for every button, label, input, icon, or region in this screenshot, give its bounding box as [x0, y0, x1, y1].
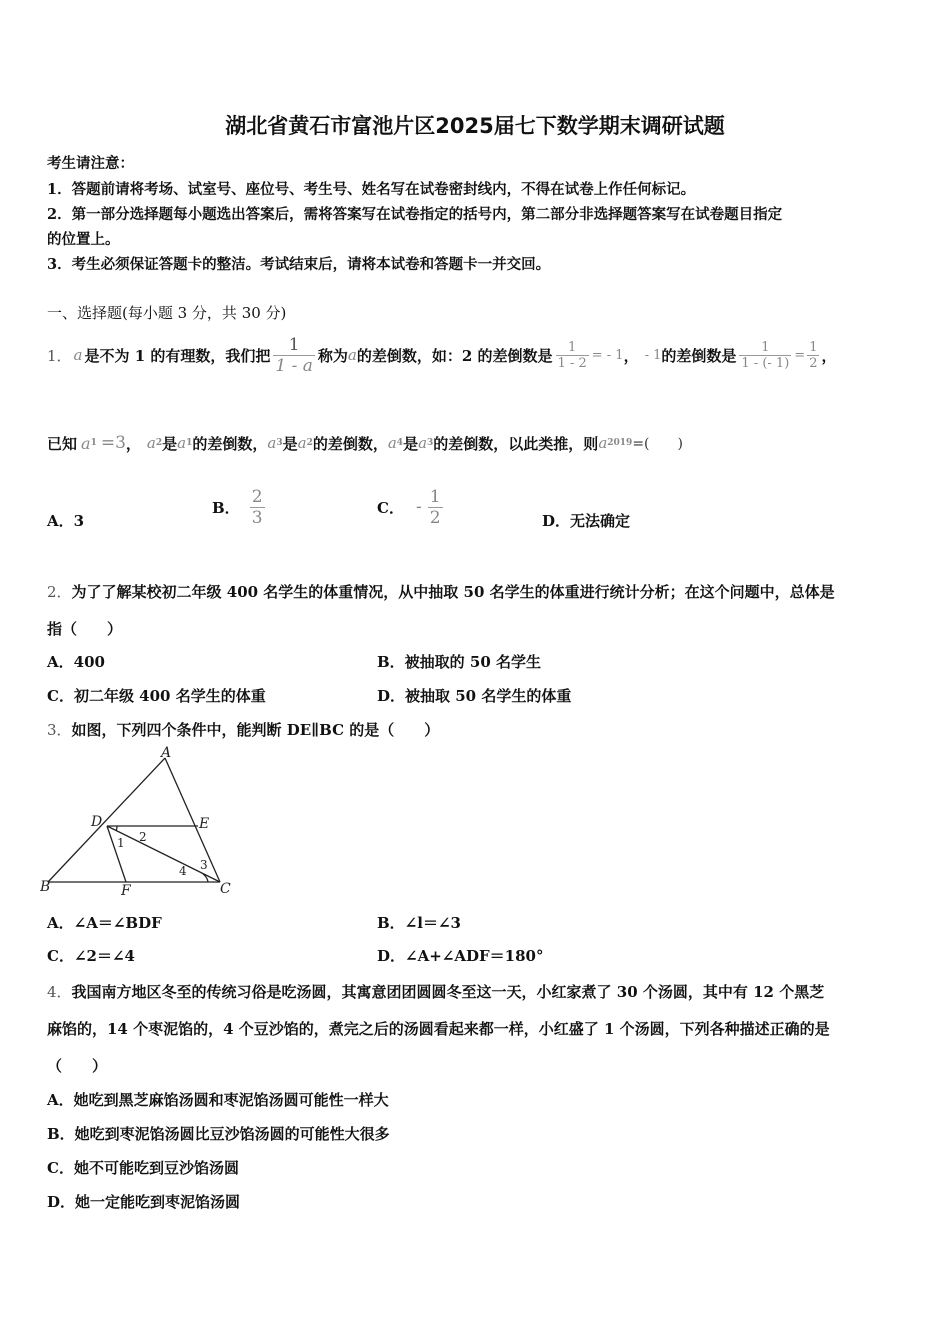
- q1-text: 的差倒数是: [661, 346, 737, 365]
- label-d: D: [91, 814, 103, 830]
- label-f: F: [121, 883, 131, 899]
- page-title: 湖北省黄石市富池片区2025届七下数学期末调研试题: [225, 114, 725, 138]
- question-number: 3．: [47, 721, 72, 739]
- question-number: 1．: [47, 346, 72, 365]
- option-label: B．: [212, 498, 240, 517]
- subscript: 2: [155, 438, 163, 448]
- option-b[interactable]: B．∠l＝∠3: [377, 914, 461, 932]
- q1-text: 称为: [317, 346, 348, 365]
- answer-paren: =( ): [632, 436, 683, 452]
- q1-text: 是: [403, 434, 419, 453]
- question-3: [47, 719, 439, 740]
- fraction-reciprocal: [273, 335, 315, 376]
- question-2-line-2: 指（ ）: [47, 620, 123, 638]
- subscript: 2: [306, 438, 313, 448]
- angle-arc: [116, 826, 117, 831]
- fraction-option: [250, 487, 265, 528]
- option-b[interactable]: B．她吃到枣泥馅汤圆比豆沙馅汤圆的可能性大很多: [47, 1125, 390, 1143]
- subscript: 1: [90, 438, 97, 448]
- question-number: 4．: [47, 983, 72, 1001]
- q1-text: 是不为 1 的有理数，我们把: [84, 346, 271, 365]
- math-neg-one: - 1: [644, 347, 662, 363]
- question-number: 2．: [47, 583, 72, 601]
- angle-label-3: 3: [200, 858, 208, 872]
- option-a[interactable]: A．她吃到黑芝麻馅汤圆和枣泥馅汤圆可能性一样大: [47, 1091, 389, 1109]
- math-a2019: a: [598, 434, 608, 452]
- fraction-denominator: 1 - 2: [557, 355, 587, 371]
- label-c: C: [220, 881, 231, 897]
- angle-label-2: 2: [139, 830, 147, 844]
- fraction-denominator: 3: [251, 507, 263, 528]
- notice-heading: 考生请注意：: [47, 155, 134, 172]
- fraction-numerator: 2: [251, 486, 263, 507]
- fraction-example: [556, 340, 589, 371]
- subscript: 4: [396, 438, 404, 448]
- option-d[interactable]: D．她一定能吃到枣泥馅汤圆: [47, 1193, 241, 1211]
- math-eq3: =3: [100, 433, 126, 453]
- segment-dc: [107, 826, 220, 882]
- math-a: a: [347, 346, 357, 364]
- option-label: C．: [377, 498, 404, 517]
- question-4-line-3: （ ）: [47, 1057, 108, 1075]
- fraction-half: [807, 340, 819, 371]
- question-4-line-1: [47, 981, 824, 1002]
- option-d[interactable]: D．∠A+∠ADF＝180°: [377, 947, 544, 965]
- q1-text: 是: [282, 434, 298, 453]
- fraction-option: [428, 487, 443, 528]
- math-result: = - 1: [591, 347, 624, 363]
- q1-text: ，: [821, 346, 837, 365]
- fraction-example: [739, 340, 791, 371]
- label-e: E: [199, 816, 210, 832]
- q4-text: 我国南方地区冬至的传统习俗是吃汤圆，其寓意团团圆圆冬至这一天，小红家煮了 30 个汤圆，其中有 12 个黑芝: [71, 983, 825, 1001]
- fraction-numerator: 1: [739, 340, 791, 356]
- q1-text: ，: [125, 434, 141, 453]
- math-a3: a: [267, 434, 277, 452]
- option-c[interactable]: C．∠2＝∠4: [47, 947, 135, 965]
- segment-ab: [48, 758, 165, 882]
- label-a: A: [161, 745, 172, 761]
- math-equals: =: [794, 347, 806, 363]
- fraction-numerator: 1: [429, 486, 441, 507]
- subscript: 3: [427, 438, 434, 448]
- math-a2: a: [297, 434, 307, 452]
- fraction-denominator: 2: [429, 507, 441, 528]
- fraction-numerator: 1: [809, 339, 818, 355]
- fraction-denominator: 1 - a: [275, 355, 313, 376]
- subscript: 3: [276, 438, 283, 448]
- q1-text: 是: [162, 434, 178, 453]
- option-d[interactable]: D．被抽取 50 名学生的体重: [377, 687, 572, 705]
- notice-item: 的位置上。: [47, 231, 120, 248]
- q1-text: 的差倒数，: [312, 434, 388, 453]
- math-a3: a: [418, 434, 428, 452]
- option-a[interactable]: A．3: [47, 512, 85, 530]
- q1-text: 的差倒数，如：2 的差倒数是: [356, 346, 553, 365]
- math-a4: a: [387, 434, 397, 452]
- subscript: 2019: [607, 438, 633, 448]
- minus-sign: -: [415, 497, 422, 517]
- question-4-line-2: 麻馅的，14 个枣泥馅的，4 个豆沙馅的，煮完之后的汤圆看起来都一样，小红盛了 1 个汤圆，下列各种描述正确的是: [47, 1020, 830, 1038]
- q1-text: ，: [623, 346, 639, 365]
- section-heading: 一、选择题(每小题 3 分，共 30 分): [47, 304, 287, 322]
- option-b[interactable]: B．被抽取的 50 名学生: [377, 653, 541, 671]
- notice-item: 2．第一部分选择题每小题选出答案后，需将答案写在试卷指定的括号内，第二部分非选择题答案写在试卷题目指定: [47, 206, 783, 223]
- fraction-denominator: 1 - (- 1): [741, 355, 790, 371]
- option-d[interactable]: D．无法确定: [542, 512, 631, 530]
- triangle-figure: [40, 745, 240, 900]
- option-b[interactable]: [212, 482, 265, 532]
- question-2-line-1: [47, 581, 835, 602]
- q3-text: 如图，下列四个条件中，能判断 DE∥BC 的是（ ）: [71, 721, 440, 739]
- option-c[interactable]: C．初二年级 400 名学生的体重: [47, 687, 266, 705]
- q1-text: 的差倒数，以此类推，则: [433, 434, 599, 453]
- math-a2: a: [146, 434, 156, 452]
- math-a1: a: [81, 433, 91, 453]
- option-a[interactable]: A．∠A＝∠BDF: [47, 914, 162, 932]
- option-c[interactable]: [377, 482, 443, 532]
- q1-text: 已知: [47, 434, 78, 453]
- q1-text: 的差倒数，: [192, 434, 268, 453]
- label-b: B: [40, 879, 51, 895]
- question-1-line-2: [47, 425, 683, 461]
- option-a[interactable]: A．400: [47, 653, 105, 671]
- fraction-numerator: 1: [556, 340, 589, 356]
- angle-label-1: 1: [117, 836, 125, 850]
- math-a: a: [73, 346, 83, 364]
- angle-label-4: 4: [179, 864, 187, 878]
- fraction-numerator: 1: [273, 335, 315, 356]
- notice-item: 1．答题前请将考场、试室号、座位号、考生号、姓名写在试卷密封线内，不得在试卷上作任何标记。: [47, 181, 696, 198]
- fraction-denominator: 2: [809, 355, 818, 371]
- subscript: 1: [186, 438, 193, 448]
- question-1-line-1: [47, 330, 836, 380]
- segment-ac: [165, 758, 220, 882]
- q2-text: 为了了解某校初二年级 400 名学生的体重情况，从中抽取 50 名学生的体重进行统计分析；在这个问题中，总体是: [71, 583, 835, 601]
- notice-item: 3．考生必须保证答题卡的整洁。考试结束后，请将本试卷和答题卡一并交回。: [47, 256, 551, 273]
- math-a1: a: [177, 434, 187, 452]
- option-c[interactable]: C．她不可能吃到豆沙馅汤圆: [47, 1159, 239, 1177]
